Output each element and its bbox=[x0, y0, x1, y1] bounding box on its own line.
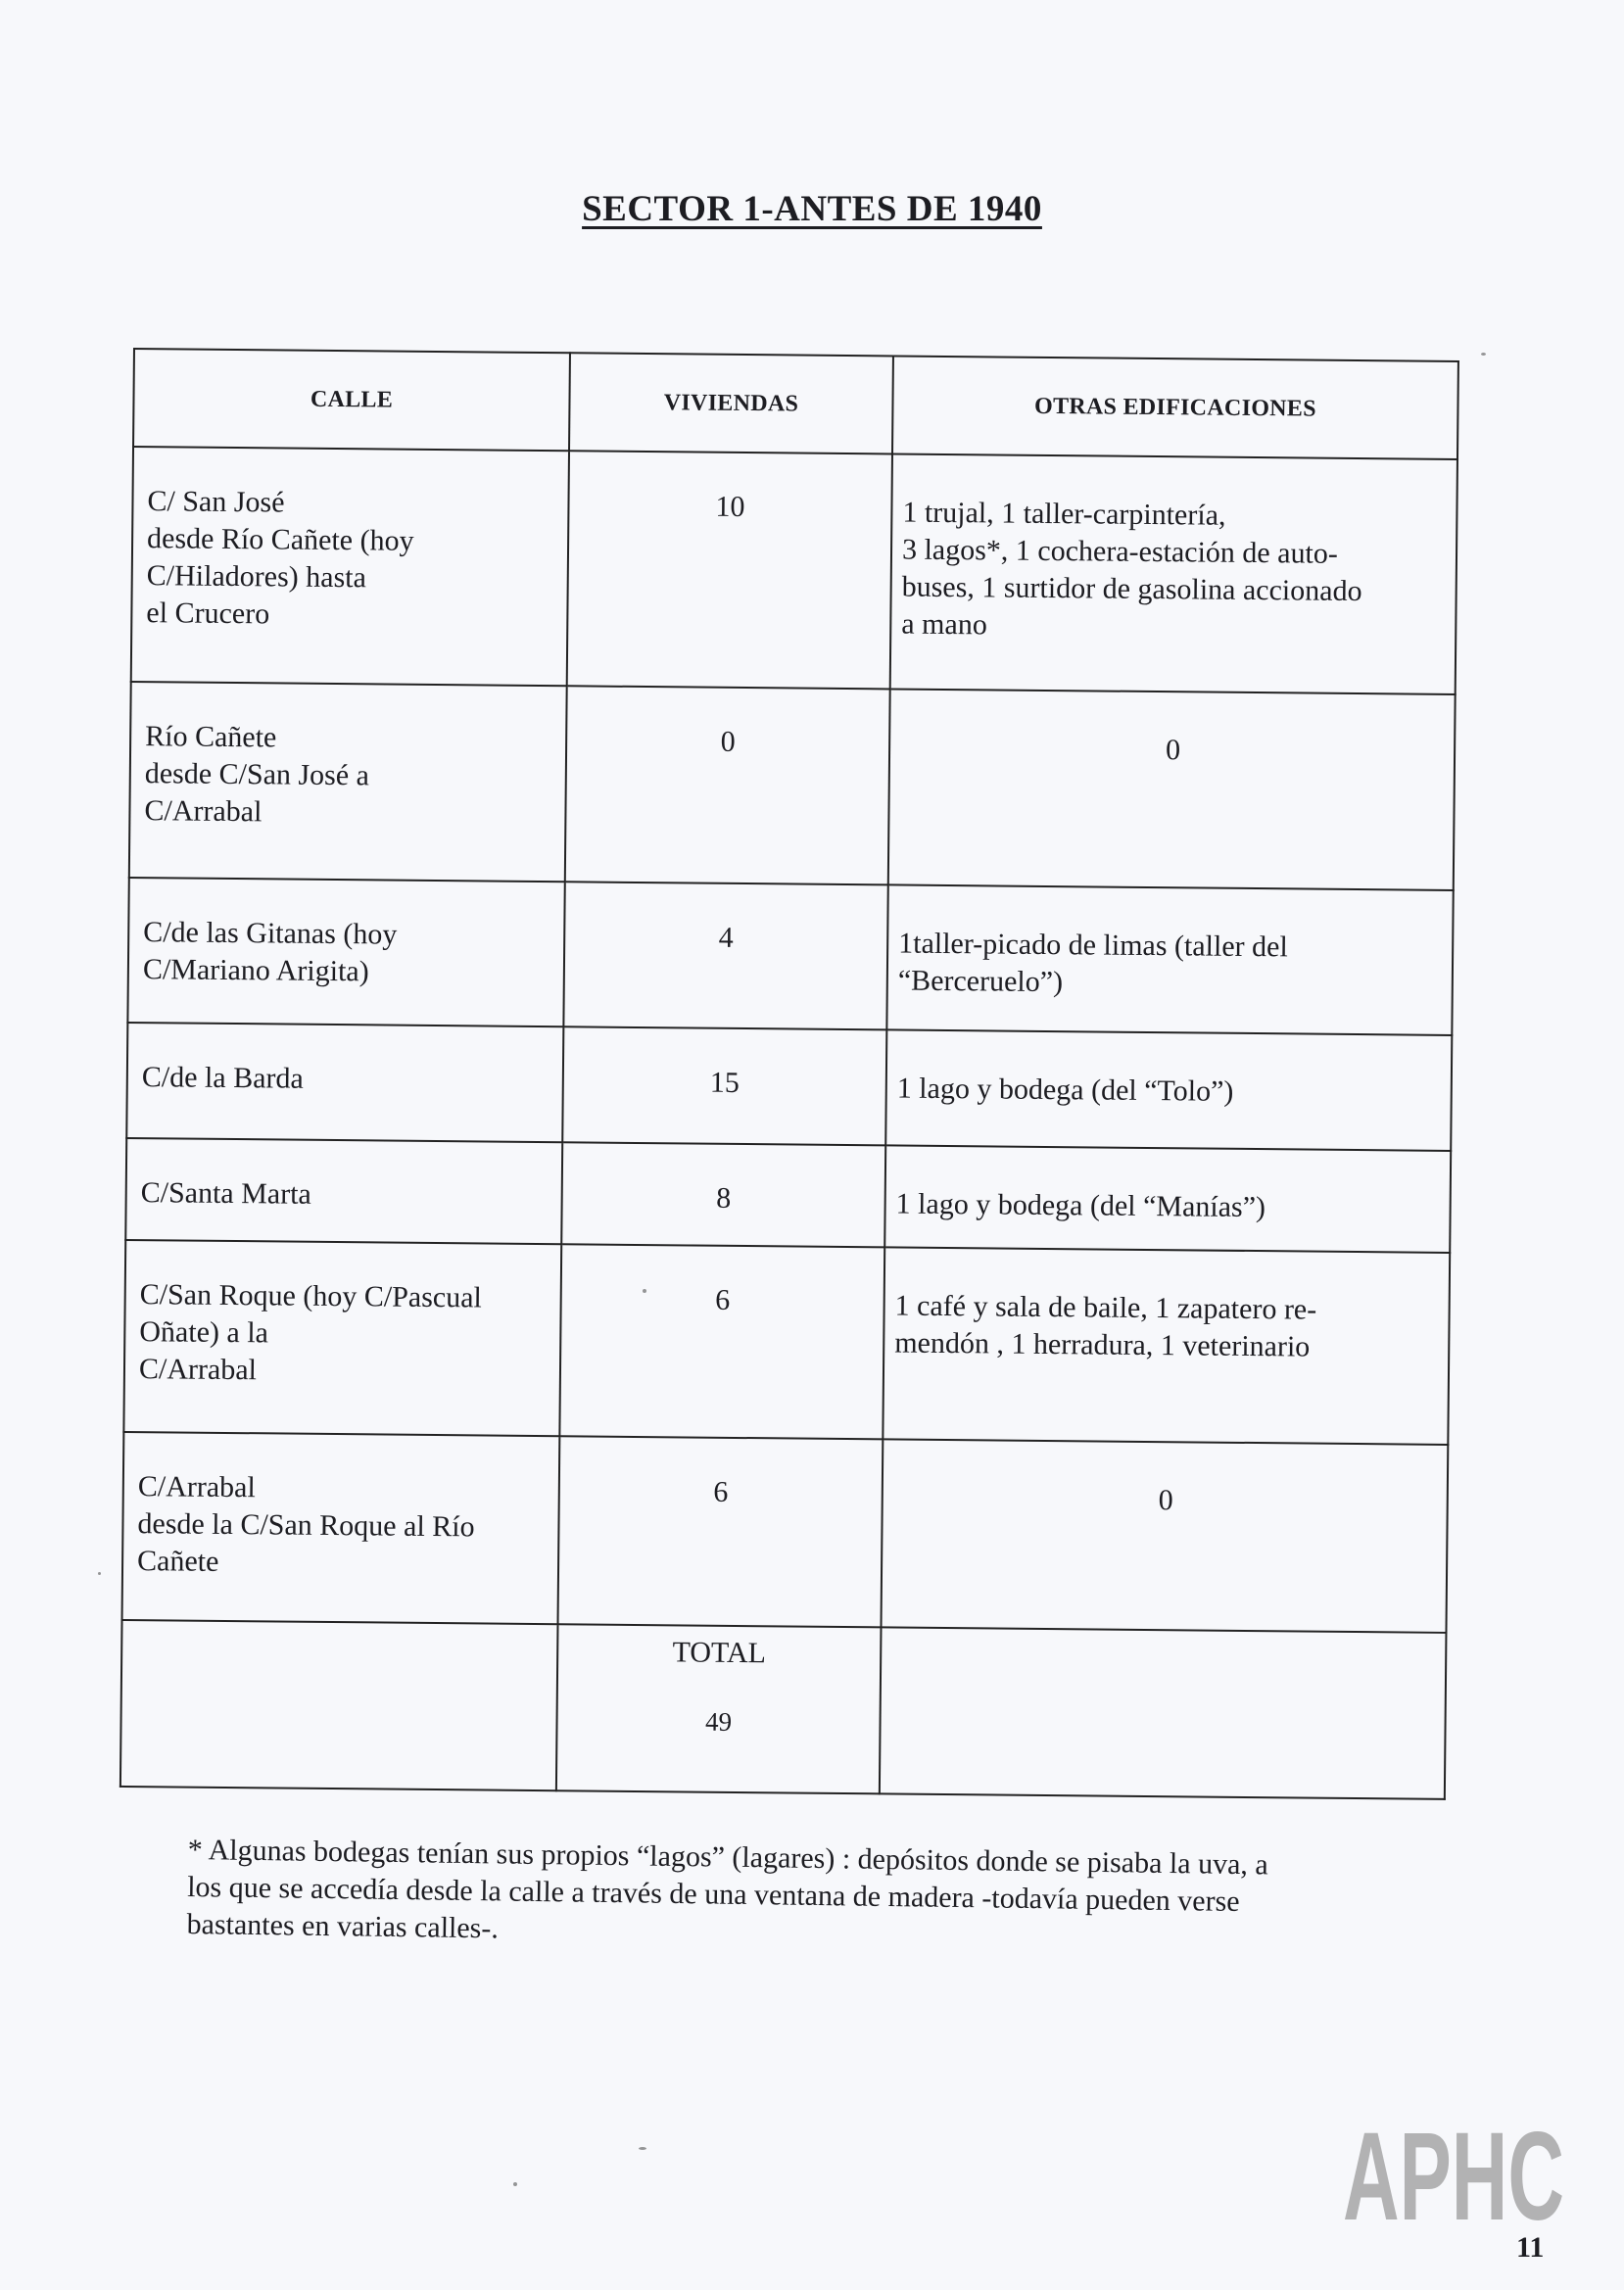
calle-line: Río Cañete bbox=[145, 720, 277, 754]
table-row bbox=[127, 878, 1453, 1035]
total-cell bbox=[556, 1624, 882, 1793]
header-calle: CALLE bbox=[133, 349, 570, 451]
header-viviendas: VIVIENDAS bbox=[569, 353, 893, 453]
aphc-watermark-logo bbox=[1340, 2118, 1567, 2229]
otras-line: a mano bbox=[901, 607, 987, 642]
viviendas-cell bbox=[562, 1026, 886, 1145]
footnote-line: los que se accedía desde la calle a través de una ventana de madera -todavía pueden verse bbox=[186, 1870, 1240, 1918]
calle-line: C/Mariano Arigita) bbox=[142, 953, 369, 988]
viviendas-value: 6 bbox=[713, 1475, 729, 1508]
footnote-line: bastantes en varias calles-. bbox=[186, 1907, 500, 1945]
otras-line: 1 café y sala de baile, 1 zapatero re- bbox=[894, 1289, 1317, 1326]
scan-speck bbox=[639, 2147, 646, 2150]
viviendas-cell bbox=[567, 451, 892, 689]
otras-line: 1 lago y bodega (del “Tolo”) bbox=[896, 1072, 1234, 1108]
total-value: 49 bbox=[704, 1706, 733, 1737]
otras-edificaciones-cell bbox=[888, 689, 1456, 890]
viviendas-value: 10 bbox=[715, 490, 745, 524]
total-label: TOTAL bbox=[672, 1636, 767, 1670]
calle-cell bbox=[131, 447, 569, 686]
calle-line: C/Arrabal bbox=[144, 794, 263, 829]
viviendas-value: 8 bbox=[716, 1181, 732, 1215]
viviendas-value: 6 bbox=[715, 1283, 731, 1316]
table-row bbox=[126, 1023, 1452, 1151]
viviendas-cell bbox=[565, 686, 890, 884]
calle-line: C/de la Barda bbox=[141, 1061, 304, 1095]
footnote-line: * Algunas bodegas tenían sus propios “lagos” (lagares) : depósitos donde se pisaba la uva, a bbox=[187, 1833, 1268, 1882]
table-row bbox=[129, 682, 1456, 890]
scan-speck bbox=[1481, 353, 1486, 356]
otras-edificaciones-cell bbox=[883, 1247, 1450, 1445]
calle-line: Cañete bbox=[136, 1545, 219, 1578]
total-empty-cell bbox=[880, 1627, 1447, 1799]
otras-edificaciones-cell bbox=[890, 453, 1457, 694]
otras-edificaciones-cell bbox=[885, 1029, 1452, 1151]
calle-cell bbox=[123, 1240, 561, 1436]
page-number: 11 bbox=[1516, 2231, 1545, 2264]
otras-edificaciones-cell bbox=[886, 884, 1453, 1035]
viviendas-cell bbox=[558, 1436, 884, 1627]
viviendas-value: 4 bbox=[718, 921, 734, 954]
otras-edificaciones-cell bbox=[881, 1439, 1448, 1633]
viviendas-value: 15 bbox=[709, 1066, 740, 1099]
sector-table bbox=[119, 348, 1459, 1800]
calle-line: C/San Roque (hoy C/Pascual bbox=[139, 1278, 483, 1314]
watermark-text: APHC bbox=[1343, 2118, 1564, 2229]
otras-edificaciones-cell bbox=[884, 1145, 1451, 1253]
table-row bbox=[122, 1432, 1449, 1633]
scan-speck bbox=[98, 1572, 101, 1575]
otras-line: 0 bbox=[1158, 1484, 1173, 1517]
calle-cell bbox=[129, 682, 567, 882]
total-row bbox=[120, 1620, 1447, 1799]
otras-line: 0 bbox=[1165, 734, 1181, 767]
scan-speck bbox=[513, 2182, 517, 2186]
calle-line: el Crucero bbox=[146, 596, 270, 631]
calle-line: desde C/San José a bbox=[144, 757, 370, 792]
calle-line: desde Río Cañete (hoy bbox=[146, 522, 414, 557]
table-header-row bbox=[133, 349, 1458, 459]
footnote bbox=[186, 1832, 1441, 1961]
viviendas-cell bbox=[561, 1142, 885, 1247]
calle-line: C/ San José bbox=[147, 485, 285, 519]
calle-line: Oñate) a la bbox=[139, 1315, 269, 1350]
otras-line: 1taller-picado de limas (taller del bbox=[898, 927, 1288, 964]
otras-line: 3 lagos*, 1 cochera-estación de auto- bbox=[901, 533, 1339, 570]
table-row bbox=[131, 447, 1457, 694]
calle-line: C/Hiladores) hasta bbox=[146, 559, 367, 595]
otras-line: “Berceruelo”) bbox=[897, 964, 1064, 999]
calle-line: C/Santa Marta bbox=[140, 1176, 312, 1211]
header-otras-edificaciones: OTRAS EDIFICACIONES bbox=[892, 356, 1458, 459]
calle-cell bbox=[127, 878, 564, 1026]
calle-line: C/de las Gitanas (hoy bbox=[143, 916, 398, 951]
otras-line: 1 trujal, 1 taller-carpintería, bbox=[902, 496, 1226, 532]
calle-line: C/Arrabal bbox=[138, 1353, 258, 1387]
page-title: SECTOR 1-ANTES DE 1940 bbox=[582, 189, 1042, 229]
viviendas-value: 0 bbox=[720, 725, 736, 758]
scan-speck bbox=[643, 1289, 646, 1293]
total-empty-cell bbox=[120, 1620, 558, 1790]
calle-line: desde la C/San Roque al Río bbox=[137, 1507, 475, 1544]
table-row bbox=[125, 1138, 1451, 1253]
table-row bbox=[123, 1240, 1450, 1445]
viviendas-cell bbox=[563, 882, 887, 1029]
calle-line: C/Arrabal bbox=[137, 1470, 256, 1504]
calle-cell bbox=[126, 1023, 563, 1142]
otras-line: buses, 1 surtidor de gasolina accionado bbox=[901, 570, 1362, 608]
viviendas-cell bbox=[559, 1244, 884, 1439]
otras-line: mendón , 1 herradura, 1 veterinario bbox=[894, 1326, 1311, 1363]
otras-line: 1 lago y bodega (del “Manías”) bbox=[895, 1187, 1266, 1224]
calle-cell bbox=[122, 1432, 560, 1624]
calle-cell bbox=[125, 1138, 562, 1244]
